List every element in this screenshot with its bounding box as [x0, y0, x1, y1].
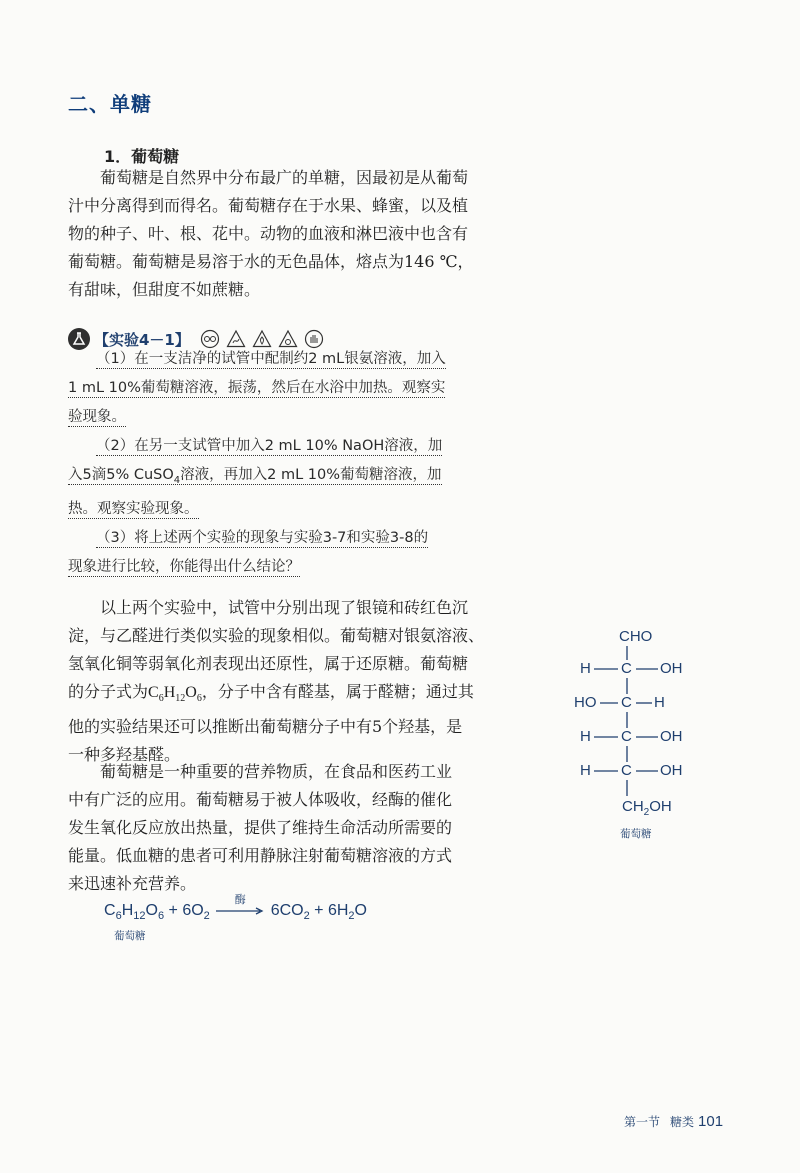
- text-line: 汁中分离得到而得名。葡萄糖存在于水果、蜂蜜，以及植: [68, 196, 469, 215]
- intro-paragraph: [68, 164, 500, 304]
- experiment-step: 验现象。: [68, 409, 126, 425]
- substituent-left: H: [580, 660, 591, 677]
- experiment-step: （3）将上述两个实验的现象与实验3-7和实验3-8的: [96, 529, 429, 546]
- substituent-right: OH: [660, 660, 683, 677]
- substituent-left: H: [580, 762, 591, 779]
- text-line: 葡萄糖是自然界中分布最广的单糖，因最初是从葡萄: [100, 168, 469, 187]
- structure-label: 葡萄糖: [620, 828, 652, 840]
- text-line: 淀，与乙醛进行类似实验的现象相似。葡萄糖对银氨溶液、: [68, 626, 485, 645]
- results-paragraph: [68, 594, 500, 769]
- substituent-left: HO: [574, 694, 597, 711]
- experiment-step: （1）在一支洁净的试管中配制约2 mL银氨溶液，加入: [96, 351, 446, 367]
- aldehyde-group: CHO: [619, 628, 653, 645]
- carbon-atom: C: [621, 762, 632, 779]
- catalyst-label: 酶: [234, 892, 246, 906]
- hydroxymethyl-group: $CH_2OH$: [622, 798, 672, 818]
- text-line: 中有广泛的应用。葡萄糖易于被人体吸收，经酶的催化: [68, 790, 453, 809]
- substituent-left: H: [580, 728, 591, 745]
- text-line: 能量。低血糖的患者可利用静脉注射葡萄糖溶液的方式: [68, 846, 453, 865]
- text-line: 有甜味，但甜度不如蔗糖。: [68, 280, 261, 299]
- text-line: 的分子式为$C_6H_{12}O_6$，分子中含有醛基，属于醛糖；通过其: [68, 682, 474, 705]
- experiment-body: [68, 345, 504, 582]
- section-heading: 二、单糖: [68, 92, 152, 116]
- applications-paragraph: [68, 758, 500, 898]
- text-line: 来迅速补充营养。: [68, 874, 197, 893]
- subsection-heading: 1．葡萄糖: [104, 147, 180, 166]
- experiment-step: 入5滴5% CuSO: [68, 467, 174, 483]
- text-line: 以上两个实验中，试管中分别出现了银镜和砖红色沉: [100, 598, 469, 617]
- carbon-atom: C: [621, 728, 632, 745]
- text-line: 葡萄糖是一种重要的营养物质，在食品和医药工业: [100, 762, 453, 781]
- text-line: 发生氧化反应放出热量，提供了维持生命活动所需要的: [68, 818, 453, 837]
- substituent-right: OH: [660, 728, 683, 745]
- experiment-step: 1 mL 10%葡萄糖溶液，振荡，然后在水浴中加热。观察实: [68, 380, 446, 396]
- text-line: 氢氧化铜等弱氧化剂表现出还原性，属于还原糖。葡萄糖: [68, 654, 469, 673]
- oxidation-equation: $C_6H_{12}O_6 + 6O_2$ 酶 $6CO_2 + 6H_2O$: [104, 892, 367, 923]
- footer-chapter: 糖类: [670, 1115, 695, 1129]
- subscript: 4: [173, 474, 181, 486]
- carbon-atom: C: [621, 660, 632, 677]
- experiment-step: 热。观察实验现象。: [68, 500, 199, 517]
- experiment-step: （2）在另一支试管中加入2 mL 10% NaOH溶液，加: [96, 438, 443, 454]
- reaction-arrow: [216, 892, 264, 915]
- molecular-formula: $C_6H_{12}O_6$: [148, 684, 202, 705]
- substituent-right: H: [654, 694, 665, 711]
- text-line: 物的种子、叶、根、花中。动物的血液和淋巴液中也含有: [68, 224, 469, 243]
- text-line: 葡萄糖。葡萄糖是易溶于水的无色晶体，熔点为146 ℃，: [68, 252, 474, 271]
- footer-section: 第一节: [624, 1115, 661, 1129]
- text-line: 他的实验结果还可以推断出葡萄糖分子中有5个羟基，是: [68, 717, 463, 737]
- text-line: 一种多羟基醛。: [68, 745, 181, 765]
- page-footer: [624, 1113, 723, 1130]
- carbon-atom: C: [621, 694, 632, 711]
- experiment-title: 【实验4－1】: [94, 330, 190, 349]
- glucose-structure: [572, 624, 692, 844]
- experiment-step: 溶液，再加入2 mL 10%葡萄糖溶液，加: [180, 467, 442, 483]
- experiment-step: 现象进行比较，你能得出什么结论？: [68, 558, 300, 575]
- substituent-right: OH: [660, 762, 683, 779]
- page-number: 101: [698, 1113, 724, 1130]
- glucose-label: 葡萄糖: [114, 930, 146, 942]
